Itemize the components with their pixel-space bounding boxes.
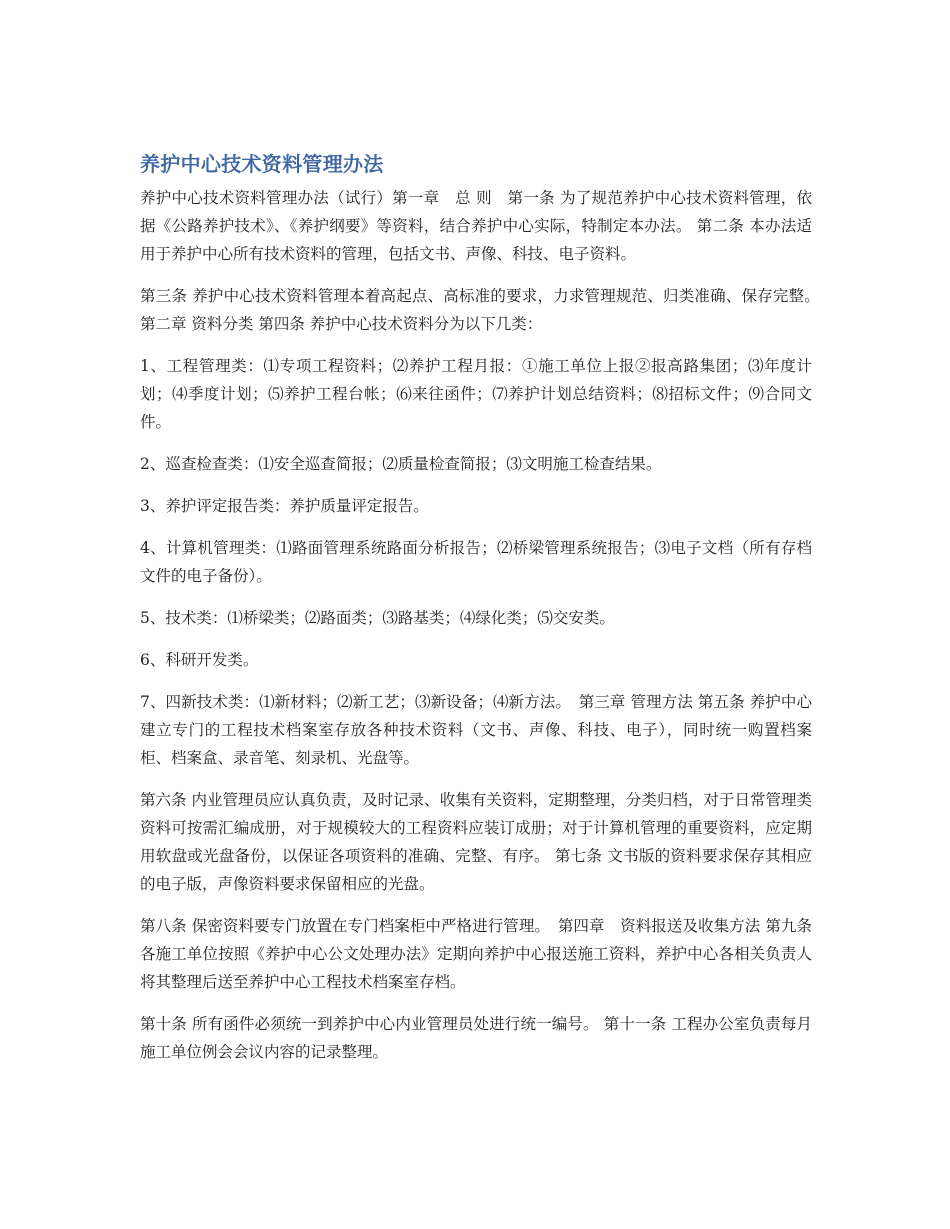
paragraph-article-eight: 第八条 保密资料要专门放置在专门档案柜中严格进行管理。 第四章 资料报送及收集方法 第九条 各施工单位按照《养护中心公文处理办法》定期向养护中心报送施工资料，养护中心各相关负责人将其整理后送至养护中心工程技术档案室存档。 bbox=[140, 917, 812, 991]
document-title: 养护中心技术资料管理办法 bbox=[140, 152, 384, 176]
paragraph-article-ten: 第十条 所有函件必须统一到养护中心内业管理员处进行统一编号。 第十一条 工程办公室负责每月施工单位例会会议内容的记录整理。 bbox=[140, 1015, 812, 1061]
paragraph-computer-management: 4、计算机管理类：⑴路面管理系统路面分析报告；⑵桥梁管理系统报告；⑶电子文档（所有存档文件的电子备份）。 bbox=[140, 539, 812, 585]
paragraph-technical: 5、技术类：⑴桥梁类；⑵路面类；⑶路基类；⑷绿化类；⑸交安类。 bbox=[140, 609, 615, 627]
paragraph-inspection: 2、巡查检查类：⑴安全巡查简报；⑵质量检查简报；⑶文明施工检查结果。 bbox=[140, 455, 662, 473]
document-body bbox=[140, 150, 828, 1080]
paragraph-chapter-one: 养护中心技术资料管理办法（试行）第一章 总 则 第一条 为了规范养护中心技术资料管理，依据《公路养护技术》、《养护纲要》等资料，结合养护中心实际，特制定本办法。 第二条 本办法适用于养护中心所有技术资料的管理，包括文书、声像、科技、电子资料。 bbox=[140, 189, 812, 263]
paragraph-engineering-management: 1、工程管理类：⑴专项工程资料；⑵养护工程月报：①施工单位上报②报高路集团；⑶年度计划；⑷季度计划；⑸养护工程台帐；⑹来往函件；⑺养护计划总结资料；⑻招标文件；⑼合同文件。 bbox=[140, 357, 812, 431]
paragraph-new-technology: 7、四新技术类：⑴新材料；⑵新工艺；⑶新设备；⑷新方法。 第三章 管理方法 第五条 养护中心建立专门的工程技术档案室存放各种技术资料（文书、声像、科技、电子），同时统一购置档案柜、档案盒、录音笔、刻录机、光盘等。 bbox=[140, 693, 812, 767]
paragraph-evaluation-reports: 3、养护评定报告类：养护质量评定报告。 bbox=[140, 497, 429, 515]
paragraph-article-six: 第六条 内业管理员应认真负责，及时记录、收集有关资料，定期整理，分类归档，对于日常管理类资料可按需汇编成册，对于规模较大的工程资料应装订成册；对于计算机管理的重要资料，应定期用软盘或光盘备份，以保证各项资料的准确、完整、有序。 第七条 文书版的资料要求保存其相应的电子版，声像资料要求保留相应的光盘。 bbox=[140, 791, 812, 893]
paragraph-research: 6、科研开发类。 bbox=[140, 651, 259, 669]
paragraph-article-three: 第三条 养护中心技术资料管理本着高起点、高标准的要求，力求管理规范、归类准确、保存完整。 第二章 资料分类 第四条 养护中心技术资料分为以下几类： bbox=[140, 287, 828, 333]
